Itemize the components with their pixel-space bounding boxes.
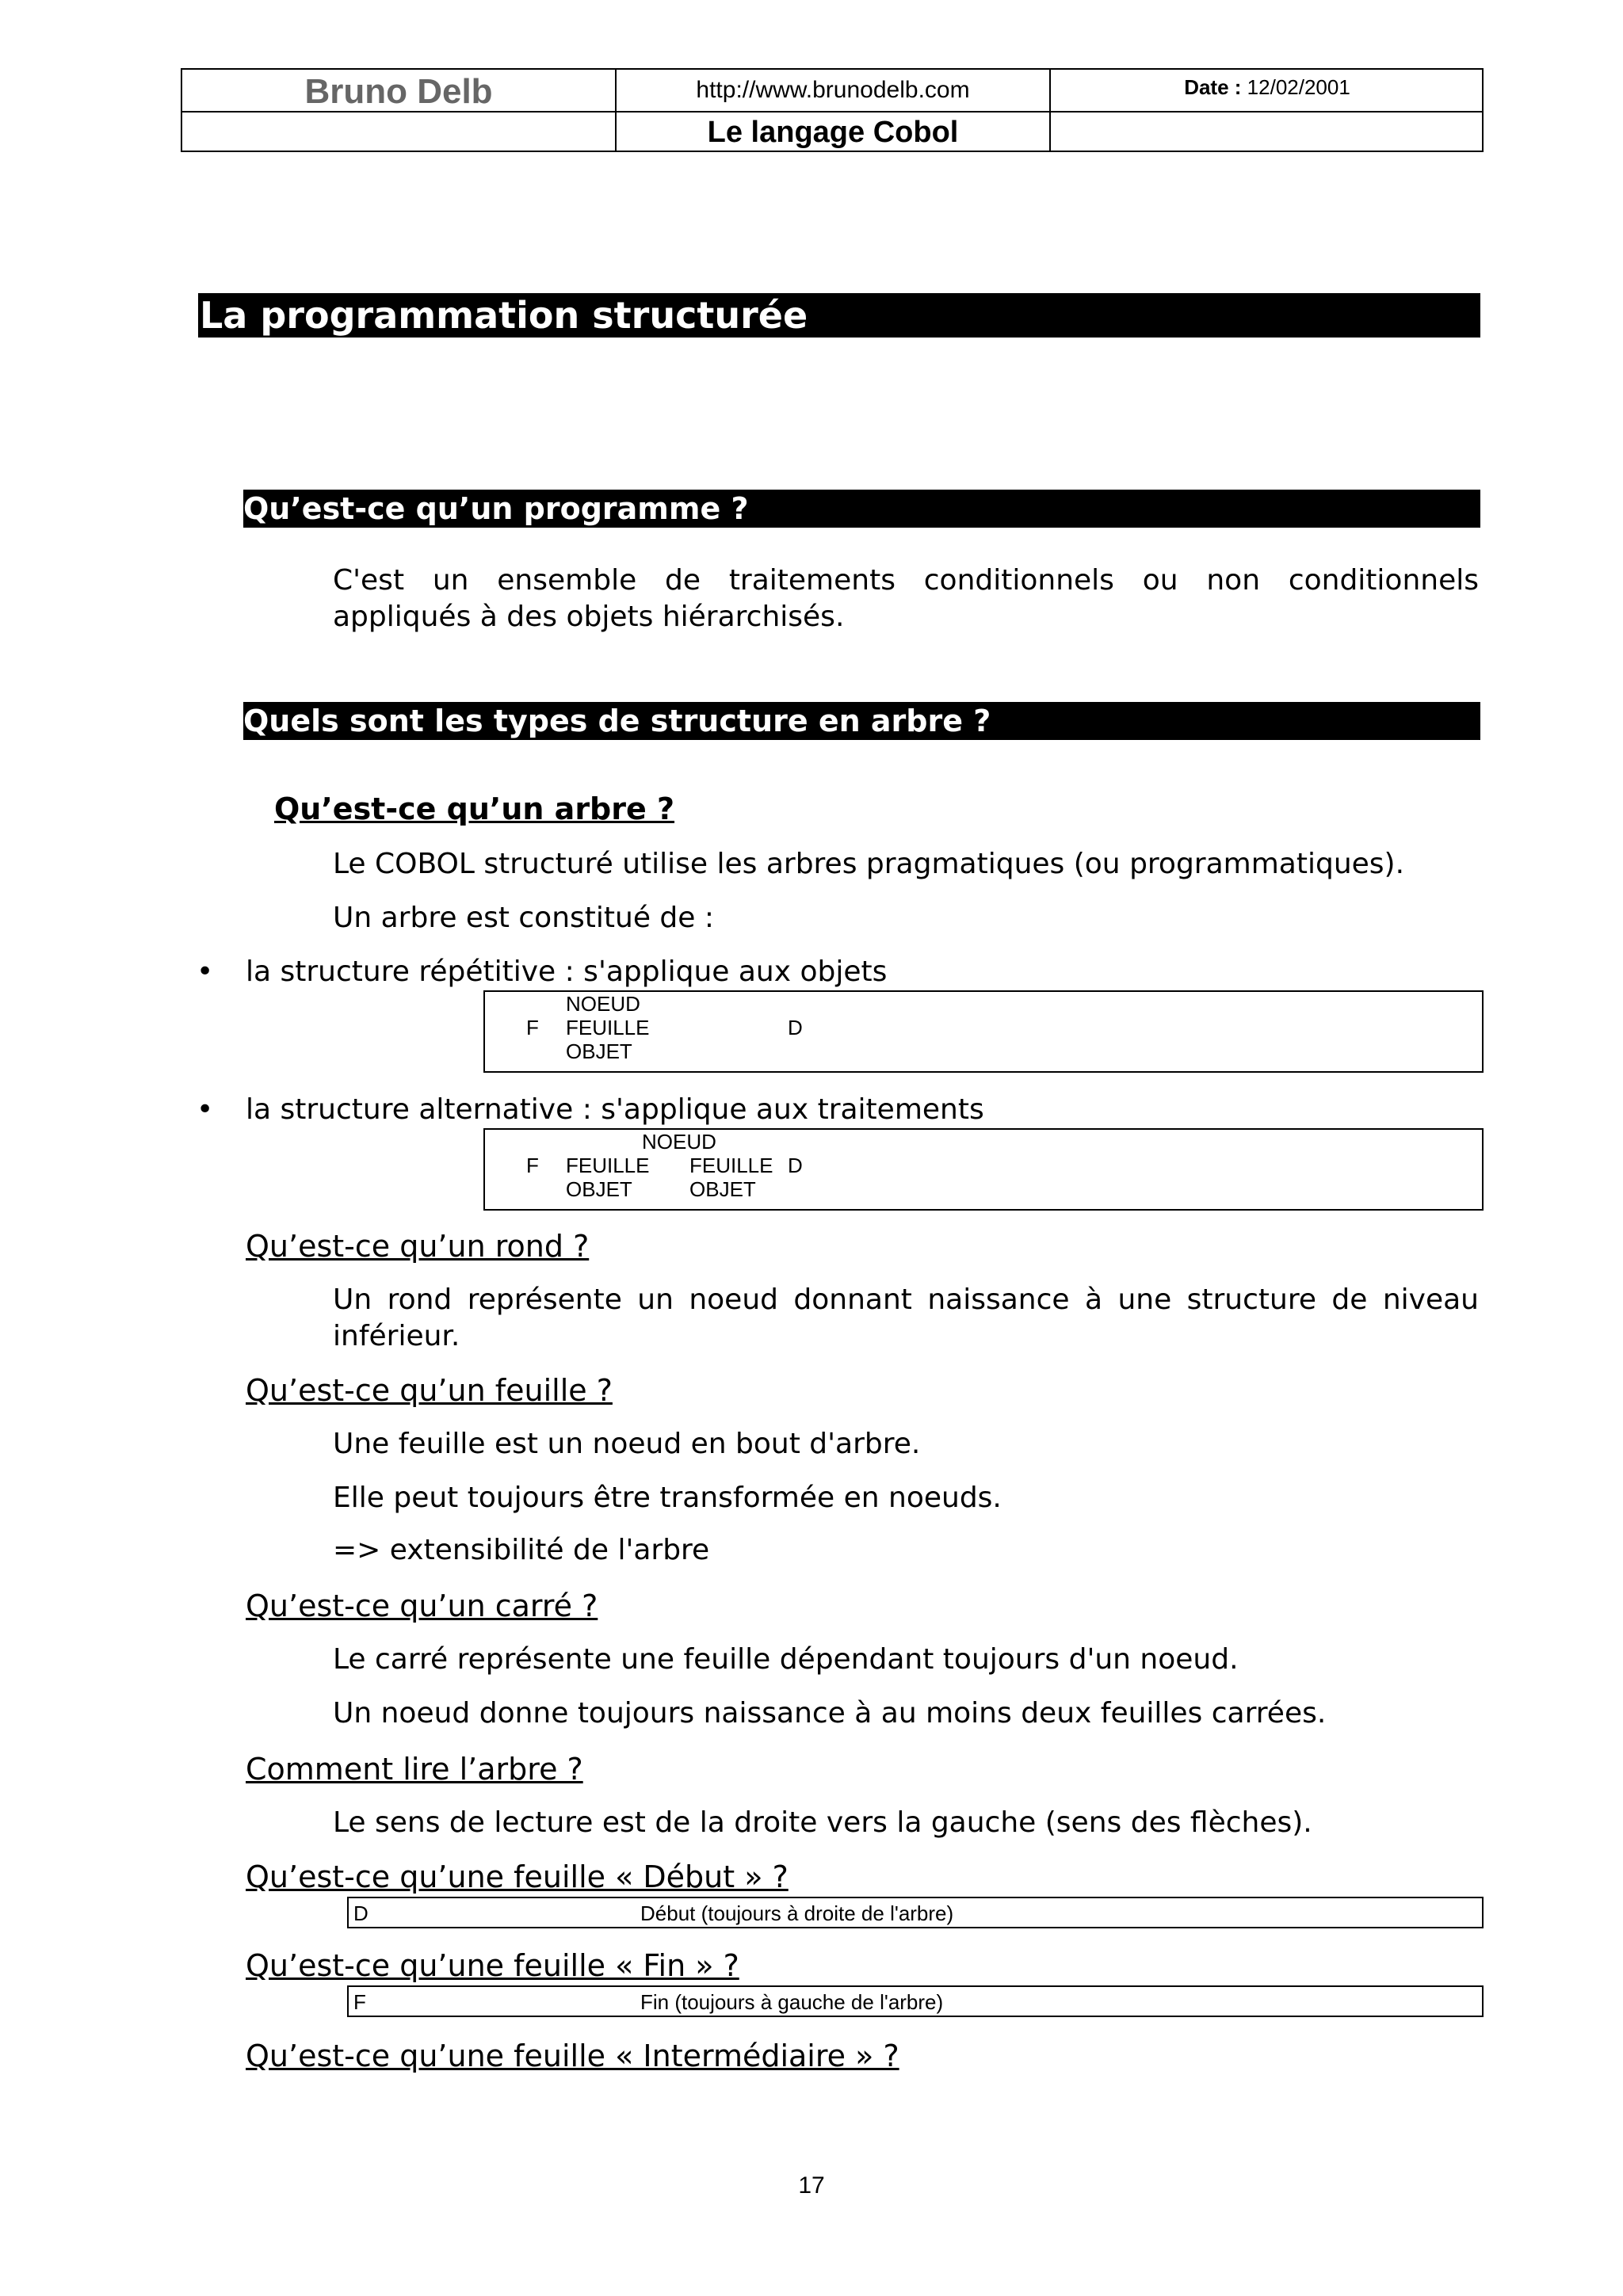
box2-objet1: OBJET [566, 1177, 632, 1201]
heading-programme: Qu’est-ce qu’un programme ? [243, 490, 1480, 528]
bullet-repetitive: la structure répétitive : s'applique aux objets [246, 955, 888, 988]
lire-p1: Le sens de lecture est de la droite vers la gauche (sens des flèches). [333, 1806, 1312, 1839]
box1-d: D [788, 1016, 803, 1039]
box2-f: F [526, 1154, 539, 1177]
arbre-p2: Un arbre est constitué de : [333, 902, 714, 934]
rond-line1: Un rond représente un noeud donnant naissance à une structure de niveau [333, 1283, 1479, 1316]
header-date [1051, 71, 1484, 106]
fin-text: Fin (toujours à gauche de l'arbre) [640, 1990, 944, 2014]
page-header-table [181, 68, 1484, 152]
diagram-repetitive [483, 990, 1484, 1073]
box2-objet2: OBJET [689, 1177, 756, 1201]
box2-feuille1: FEUILLE [566, 1154, 650, 1177]
section-title: La programmation structurée [198, 293, 1480, 338]
arbre-p1: Le COBOL structuré utilise les arbres pragmatiques (ou programmatiques). [333, 848, 1405, 880]
box1-f: F [526, 1016, 539, 1039]
programme-line2: appliqués à des objets hiérarchisés. [333, 601, 845, 633]
carre-p1: Le carré représente une feuille dépendant toujours d'un noeud. [333, 1643, 1239, 1676]
feuille-p2: Elle peut toujours être transformée en noeuds. [333, 1482, 1002, 1514]
heading-types: Quels sont les types de structure en arbre ? [243, 702, 1480, 740]
bullet-marker: • [197, 1093, 214, 1126]
page-number: 17 [798, 2172, 825, 2199]
debut-text: Début (toujours à droite de l'arbre) [640, 1901, 954, 1925]
heading-arbre: Qu’est-ce qu’un arbre ? [274, 791, 675, 826]
fin-box [347, 1985, 1484, 2017]
header-url: http://www.brunodelb.com [696, 77, 970, 103]
box1-feuille: FEUILLE [566, 1016, 650, 1039]
header-doc-title: Le langage Cobol [707, 116, 959, 149]
heading-carre: Qu’est-ce qu’un carré ? [246, 1589, 598, 1623]
heading-lire: Comment lire l’arbre ? [246, 1752, 583, 1787]
header-date-label: Date : [1184, 75, 1242, 99]
heading-fin: Qu’est-ce qu’une feuille « Fin » ? [246, 1948, 739, 1983]
rond-line2: inférieur. [333, 1320, 460, 1352]
heading-feuille: Qu’est-ce qu’un feuille ? [246, 1373, 613, 1408]
header-date-value: 12/02/2001 [1247, 75, 1350, 99]
debut-code: D [353, 1901, 369, 1925]
heading-intermediaire: Qu’est-ce qu’une feuille « Intermédiaire » ? [246, 2039, 899, 2073]
feuille-p1: Une feuille est un noeud en bout d'arbre. [333, 1428, 921, 1460]
carre-p2: Un noeud donne toujours naissance à au moins deux feuilles carrées. [333, 1697, 1327, 1730]
box2-feuille2: FEUILLE [689, 1154, 773, 1177]
programme-line1: C'est un ensemble de traitements conditionnels ou non conditionnels [333, 564, 1479, 597]
diagram-alternative [483, 1128, 1484, 1211]
box1-noeud: NOEUD [566, 992, 640, 1016]
box1-objet: OBJET [566, 1039, 632, 1063]
fin-code: F [353, 1990, 366, 2014]
debut-box [347, 1897, 1484, 1928]
heading-rond: Qu’est-ce qu’un rond ? [246, 1229, 590, 1264]
bullet-alternative: la structure alternative : s'applique aux traitements [246, 1093, 984, 1126]
header-author: Bruno Delb [304, 72, 493, 111]
box2-noeud: NOEUD [642, 1130, 716, 1154]
heading-debut: Qu’est-ce qu’une feuille « Début » ? [246, 1859, 789, 1894]
box2-d: D [788, 1154, 803, 1177]
feuille-p3: => extensibilité de l'arbre [333, 1534, 710, 1566]
bullet-marker: • [197, 955, 214, 988]
